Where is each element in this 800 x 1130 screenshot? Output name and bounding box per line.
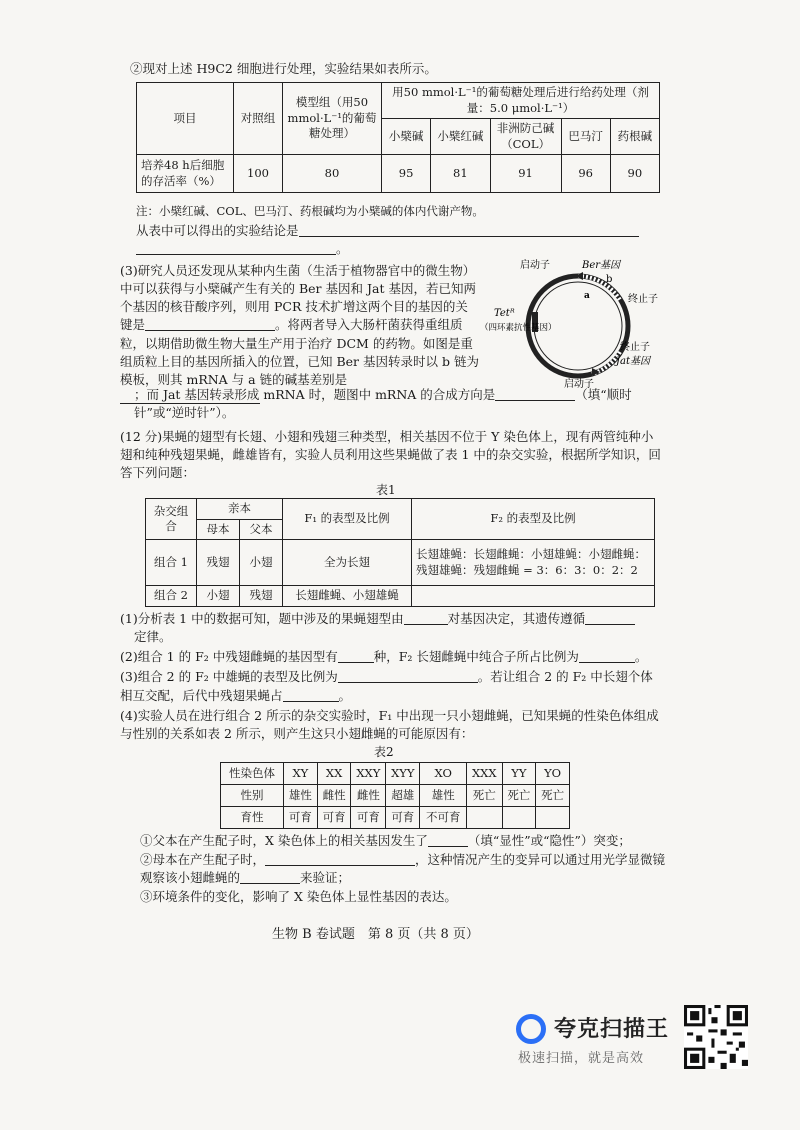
table1-title: 表1 <box>376 483 396 497</box>
cell-sex: 雌性 <box>351 785 386 807</box>
th-drug-1: 小檗碱 <box>382 119 431 155</box>
cell-sex: 雄性 <box>420 785 467 807</box>
cell-sex: 雌性 <box>317 785 351 807</box>
answer-blank[interactable] <box>240 871 300 885</box>
sub-questions <box>120 610 665 745</box>
th-drug-5: 药根碱 <box>610 119 659 155</box>
answer-blank[interactable] <box>404 612 448 626</box>
th-drug-2: 小檗红碱 <box>431 119 490 155</box>
brand-logo-icon <box>516 1014 546 1044</box>
label-jat: Jat基因 <box>616 356 650 367</box>
cell-chrom: YO <box>536 763 570 785</box>
label-terminator-2: 终止子 <box>620 342 650 353</box>
val-drug-4: 96 <box>561 155 610 193</box>
brand-name: 夸克扫描王 <box>554 1017 670 1042</box>
sub-q3: (3)组合 2 的 F₂ 中雄蝇的表型及比例为 。若让组合 2 的 F₂ 中长翅个体相互交配，后代中残翅果蝇占 。 <box>120 669 653 703</box>
row-label: 培养48 h后细胞的存活率（%） <box>137 155 234 193</box>
sub-q2: (2)组合 1 的 F₂ 中残翅雌蝇的基因型有 种，F₂ 长翅雌蝇中纯合子所占比例为 。 <box>120 649 648 665</box>
cell-fert <box>536 807 570 829</box>
answer-blank[interactable] <box>299 224 639 238</box>
th-control: 对照组 <box>234 83 283 155</box>
th-drug-3: 非洲防己碱（COL） <box>490 119 561 155</box>
reasons <box>140 832 670 908</box>
conclusion-line: 从表中可以得出的实验结论是 。 <box>136 222 639 258</box>
th-fert: 育性 <box>221 807 284 829</box>
cell-f1: 全为长翅 <box>283 540 412 586</box>
cell-f2: 长翅雄蝇：长翅雌蝇：小翅雄蝇：小翅雌蝇：残翅雄蝇：残翅雌蝇 = 3：6：3：0：2：2 <box>412 540 655 586</box>
th-item: 项目 <box>137 83 234 155</box>
val-control: 100 <box>234 155 283 193</box>
scanner-watermark <box>516 1006 676 1076</box>
q2-intro: ②现对上述 H9C2 细胞进行处理，实验结果如表所示。 <box>130 61 437 76</box>
label-b: b <box>606 274 613 285</box>
cell-f2 <box>412 586 655 607</box>
label-terminator-1: 终止子 <box>628 294 658 305</box>
th-drug-4: 巴马汀 <box>561 119 610 155</box>
cell-group: 组合 1 <box>146 540 197 586</box>
label-tet: Tetᴿ <box>494 308 515 319</box>
brand-slogan: 极速扫描，就是高效 <box>518 1051 645 1066</box>
val-drug-5: 90 <box>610 155 659 193</box>
qr-code-icon <box>684 1005 748 1069</box>
answer-blank[interactable] <box>585 612 635 626</box>
cell-fert: 可育 <box>386 807 420 829</box>
table2-title: 表2 <box>374 745 394 759</box>
cell-chrom: XXY <box>351 763 386 785</box>
q3-text: (3)研究人员还发现从某种内生菌（生活于植物器官中的微生物）中可以获得与小檗碱产生有关的 Ber 基因和 Jat 基因，若已知两个基因的核苷酸序列，则用 PCR 技术扩增这两个目的基因的关键是 。将两者导入大肠杆菌获得重组质粒，以期借助微生物大量生产用于治疗 DCM 的药物。如图是重组质粒上目的基因所插入的位置，已知 Ber 基因转录时以 b 链为模板，则其 mRNA 与 a 链的碱基差别是 <box>120 262 480 407</box>
cell-sex: 死亡 <box>536 785 570 807</box>
page-footer: 生物 B 卷试题 第 8 页（共 8 页） <box>272 927 479 942</box>
cell-group: 组合 2 <box>146 586 197 607</box>
q12-intro: (12 分)果蝇的翅型有长翅、小翅和残翅三种类型，相关基因不位于 Y 染色体上，现有两管纯种小翅和纯种残翅果蝇，雌雄皆有，实验人员利用这些果蝇做了表 1 中的杂交实验，根据所学知识，回答下列问题： <box>120 429 661 481</box>
cell-fert: 可育 <box>284 807 318 829</box>
th-treatment: 用50 mmol·L⁻¹的葡萄糖处理后进行给药处理（剂量：5.0 μmol·L⁻¹） <box>382 83 660 119</box>
val-drug-2: 81 <box>431 155 490 193</box>
answer-blank[interactable] <box>579 650 635 664</box>
th-chrom: 性染色体 <box>221 763 284 785</box>
cell-sex: 雄性 <box>284 785 318 807</box>
q3-text-cont: ；而 Jat 基因转录形成 mRNA 时，题图中 mRNA 的合成方向是 （填“顺时针”或“逆时针”）。 <box>134 387 632 421</box>
cell-chrom: XXX <box>467 763 502 785</box>
answer-blank[interactable] <box>136 242 336 256</box>
cell-fert <box>502 807 536 829</box>
th-cross: 杂交组合 <box>146 499 197 540</box>
results-table <box>136 82 660 193</box>
cell-chrom: YY <box>502 763 536 785</box>
cell-chrom: XX <box>317 763 351 785</box>
th-mother: 母本 <box>197 519 240 540</box>
th-model: 模型组（用50 mmol·L⁻¹的葡萄糖处理） <box>283 83 382 155</box>
cell-fert: 可育 <box>351 807 386 829</box>
cell-fert: 可育 <box>317 807 351 829</box>
cell-chrom: XO <box>420 763 467 785</box>
th-sex: 性别 <box>221 785 284 807</box>
answer-blank[interactable] <box>145 318 275 332</box>
label-tet-desc: （四环素抗性基因） <box>480 323 557 333</box>
table1 <box>145 498 655 607</box>
table-note: 注：小檗红碱、COL、巴马汀、药根碱均为小檗碱的体内代谢产物。 <box>136 204 484 218</box>
cell-fert <box>467 807 502 829</box>
cell-sex: 死亡 <box>502 785 536 807</box>
cell-chrom: XY <box>284 763 318 785</box>
th-f2: F₂ 的表型及比例 <box>412 499 655 540</box>
answer-blank[interactable] <box>283 688 339 702</box>
cell-father: 残翅 <box>240 586 283 607</box>
reason-1: ①父本在产生配子时，X 染色体上的相关基因发生了 （填“显性”或“隐性”）突变； <box>140 833 631 848</box>
cell-chrom: XYY <box>386 763 420 785</box>
answer-blank[interactable] <box>428 834 468 848</box>
cell-mother: 残翅 <box>197 540 240 586</box>
sub-q4: (4)实验人员在进行组合 2 所示的杂交实验时，F₁ 中出现一只小翅雌蝇，已知果蝇的性染色体组成与性别的关系如表 2 所示，则产生这只小翅雌蝇的可能原因有： <box>120 707 659 741</box>
answer-blank[interactable] <box>265 853 415 867</box>
val-drug-3: 91 <box>490 155 561 193</box>
label-promoter-2: 启动子 <box>564 379 594 390</box>
th-father: 父本 <box>240 519 283 540</box>
reason-2: ②母本在产生配子时， ，这种情况产生的变异可以通过用光学显微镜观察该小翅雌蝇的 来验证； <box>140 852 666 886</box>
cell-fert: 不可育 <box>420 807 467 829</box>
label-ber: Ber基因 <box>582 260 621 271</box>
th-f1: F₁ 的表型及比例 <box>283 499 412 540</box>
reason-3: ③环境条件的变化，影响了 X 染色体上显性基因的表达。 <box>140 889 457 905</box>
plasmid-diagram <box>480 254 675 394</box>
cell-sex: 超雄 <box>386 785 420 807</box>
val-model: 80 <box>283 155 382 193</box>
cell-sex: 死亡 <box>467 785 502 807</box>
val-drug-1: 95 <box>382 155 431 193</box>
answer-blank[interactable] <box>338 670 478 684</box>
label-a: a <box>584 291 590 301</box>
cell-mother: 小翅 <box>197 586 240 607</box>
label-promoter-1: 启动子 <box>520 260 550 271</box>
cell-f1: 长翅雌蝇、小翅雄蝇 <box>283 586 412 607</box>
arrow-icon <box>575 272 583 280</box>
answer-blank[interactable] <box>338 650 374 664</box>
table2 <box>220 762 570 829</box>
cell-father: 小翅 <box>240 540 283 586</box>
th-parents: 亲本 <box>197 499 283 520</box>
sub-q1: (1)分析表 1 中的数据可知，题中涉及的果蝇翅型由 对基因决定，其遗传遵循 定律。 <box>120 610 665 646</box>
